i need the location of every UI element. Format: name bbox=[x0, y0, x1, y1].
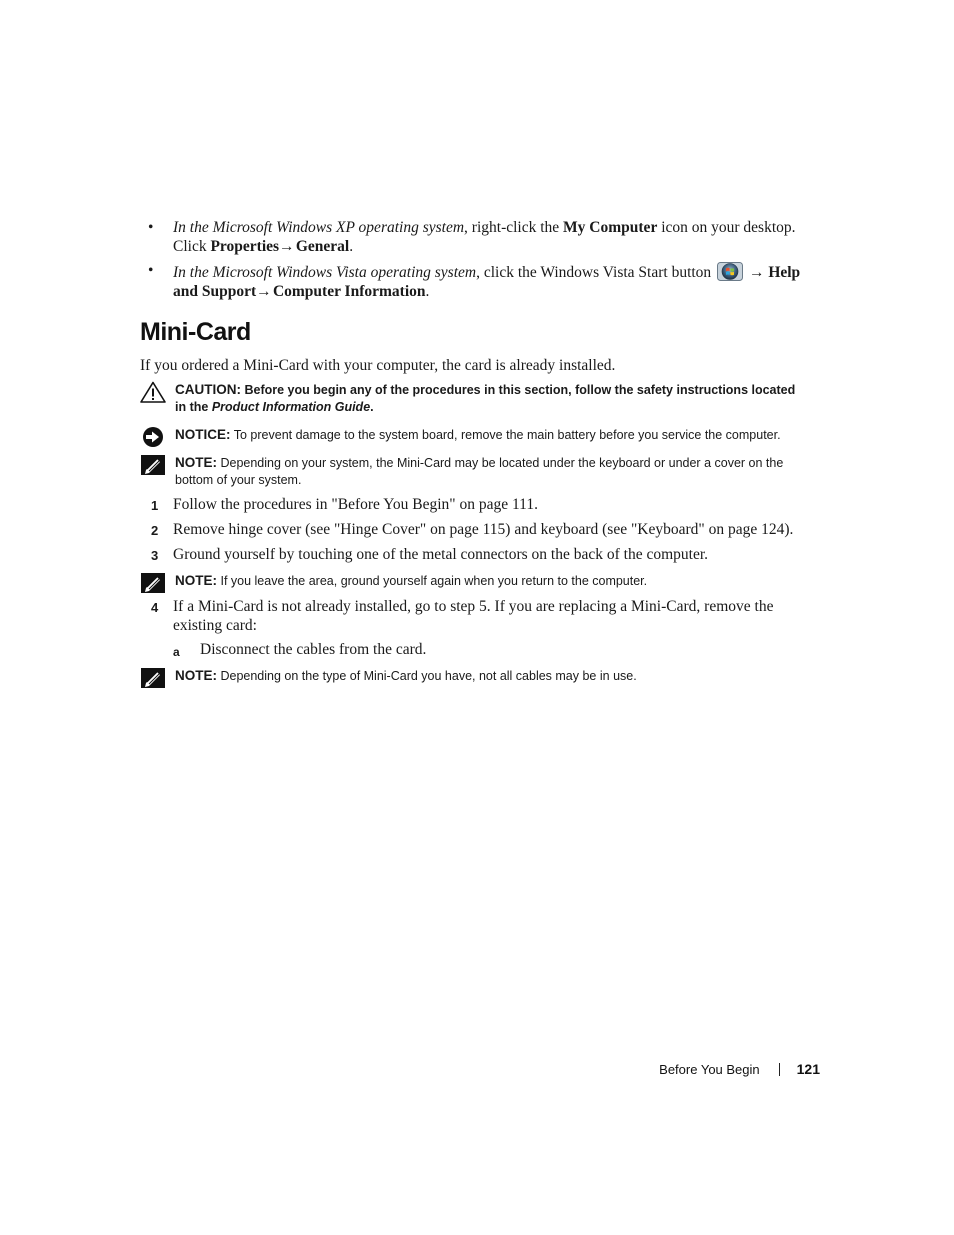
os-instructions-list bbox=[140, 219, 808, 307]
step-2 bbox=[140, 521, 808, 540]
product-information-guide-title: Product Information Guide bbox=[211, 400, 371, 414]
note-body: If you leave the area, ground yourself again when you return to the computer. bbox=[217, 574, 648, 588]
page-footer bbox=[659, 1061, 820, 1077]
intro-paragraph: If you ordered a Mini-Card with your computer, the card is already installed. bbox=[140, 357, 616, 374]
substep-text: Disconnect the cables from the card. bbox=[200, 641, 427, 658]
note-label: NOTE: bbox=[175, 668, 217, 683]
page-number: 121 bbox=[796, 1061, 820, 1077]
computer-information-label: Computer Information bbox=[272, 282, 426, 300]
xp-text-2: icon on your desktop. Click bbox=[173, 219, 796, 255]
step-text: Remove hinge cover (see "Hinge Cover" on page 115) and keyboard (see "Keyboard" on page 124). bbox=[173, 521, 794, 538]
note-callout-3 bbox=[140, 667, 808, 685]
caution-text bbox=[175, 381, 808, 416]
windows-vista-start-icon bbox=[717, 262, 743, 281]
caution-triangle-icon bbox=[140, 381, 166, 403]
note-pencil-icon bbox=[140, 572, 166, 594]
bullet-item-xp bbox=[140, 219, 808, 256]
vista-intro: In the Microsoft Windows Vista operating system bbox=[173, 264, 477, 281]
step-3 bbox=[140, 546, 808, 565]
arrow-symbol: → bbox=[279, 237, 295, 255]
note-body: Depending on the type of Mini-Card you have, not all cables may be in use. bbox=[217, 669, 637, 683]
general-label: General bbox=[295, 237, 350, 255]
note-pencil-icon bbox=[140, 667, 166, 689]
bullet-symbol: • bbox=[148, 262, 154, 279]
notice-arrow-icon bbox=[140, 426, 166, 448]
notice-body: To prevent damage to the system board, remove the main battery before you service the computer. bbox=[230, 428, 781, 442]
help-and-support-label: Help and Support bbox=[173, 264, 801, 300]
note-body: Depending on your system, the Mini-Card may be located under the keyboard or under a cover on the bottom of your system. bbox=[175, 456, 784, 487]
note-label: NOTE: bbox=[175, 455, 217, 470]
caution-callout bbox=[140, 381, 808, 416]
step-number: 4 bbox=[151, 600, 159, 615]
note-text-1 bbox=[175, 454, 808, 489]
arrow-symbol: → bbox=[748, 264, 765, 281]
step-number: 2 bbox=[151, 523, 159, 538]
my-computer-label: My Computer bbox=[563, 219, 658, 236]
note-callout-2 bbox=[140, 572, 808, 590]
xp-text-1: , right-click the bbox=[464, 219, 564, 236]
vista-end: . bbox=[425, 282, 430, 300]
step-text: Follow the procedures in "Before You Begin" on page 111. bbox=[173, 496, 538, 513]
properties-label: Properties bbox=[210, 237, 280, 255]
note-pencil-icon bbox=[140, 454, 166, 476]
step-1 bbox=[140, 496, 808, 515]
footer-section-title: Before You Begin bbox=[659, 1062, 760, 1077]
step-4 bbox=[140, 598, 808, 635]
caution-end: . bbox=[370, 400, 374, 414]
xp-end: . bbox=[349, 237, 354, 255]
substep-letter: a bbox=[173, 645, 180, 659]
step-number: 3 bbox=[151, 548, 159, 563]
note-label: NOTE: bbox=[175, 573, 217, 588]
step-text: Ground yourself by touching one of the metal connectors on the back of the computer. bbox=[173, 546, 709, 563]
note-callout-1 bbox=[140, 454, 808, 489]
notice-callout bbox=[140, 426, 808, 444]
arrow-symbol: → bbox=[256, 282, 272, 300]
step-text: If a Mini-Card is not already installed, go to step 5. If you are replacing a Mini-Card, remove the existing card: bbox=[173, 598, 774, 634]
step-number: 1 bbox=[151, 498, 159, 513]
bullet-symbol: • bbox=[148, 219, 154, 236]
substep-a bbox=[173, 641, 808, 660]
notice-label: NOTICE: bbox=[175, 427, 231, 442]
xp-intro: In the Microsoft Windows XP operating system bbox=[173, 219, 465, 236]
section-heading: Mini-Card bbox=[140, 318, 251, 346]
vista-text-1: , click the Windows Vista Start button bbox=[476, 264, 716, 281]
caution-label: CAUTION: bbox=[175, 382, 241, 397]
note-text-3 bbox=[175, 667, 808, 685]
note-text-2 bbox=[175, 572, 808, 590]
bullet-item-vista bbox=[140, 262, 808, 301]
footer-divider bbox=[779, 1063, 780, 1076]
notice-text bbox=[175, 426, 808, 444]
caution-body: Before you begin any of the procedures in this section, follow the safety instructions located in the bbox=[175, 383, 796, 414]
